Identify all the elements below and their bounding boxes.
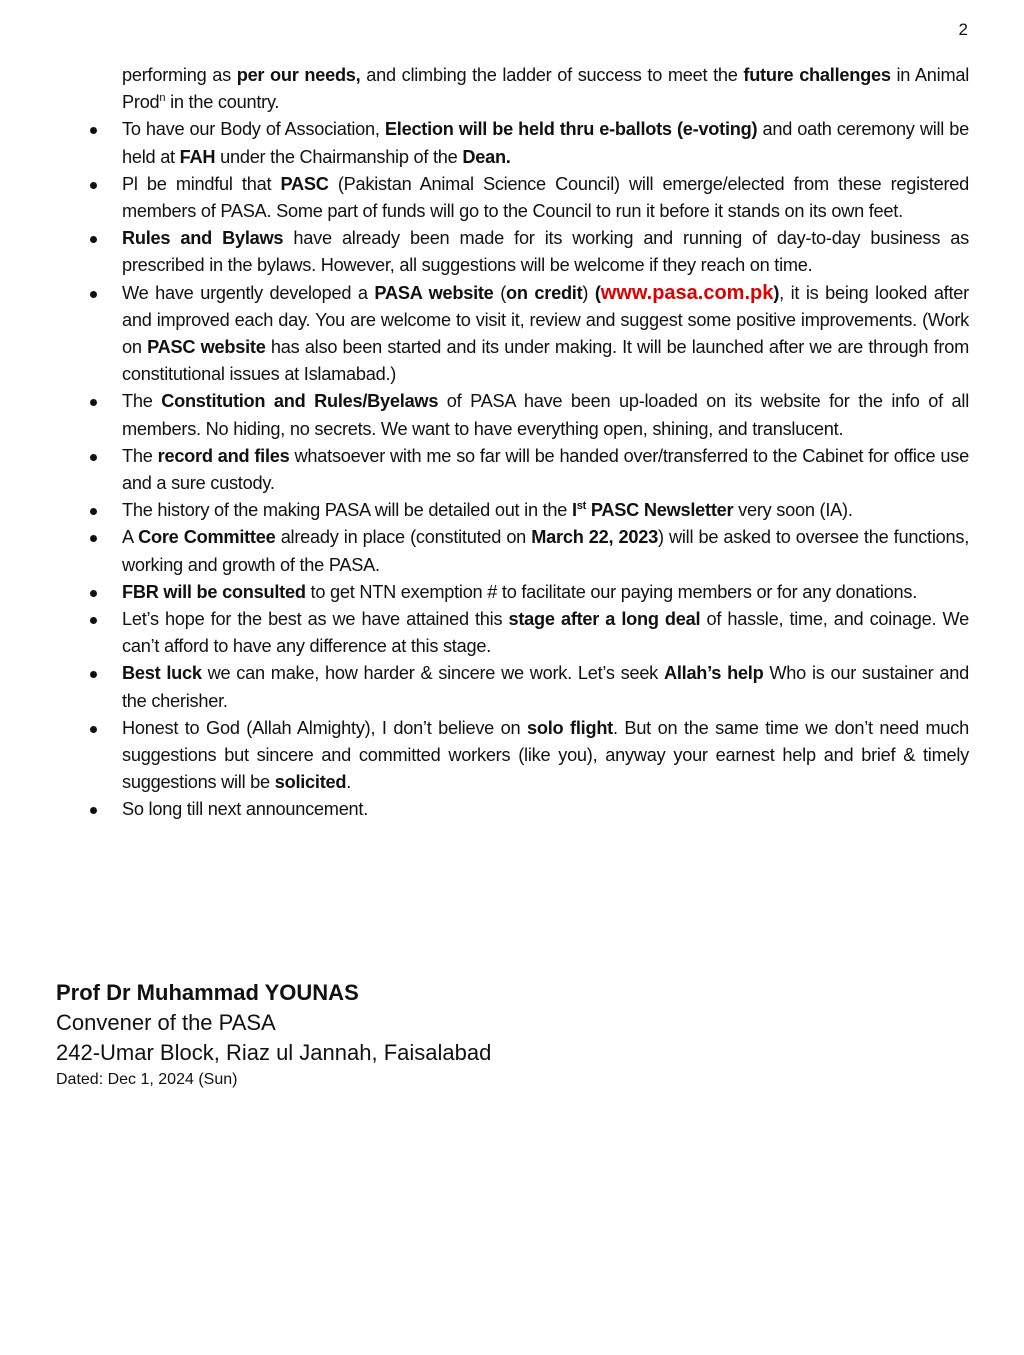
bold-text: future challenges <box>743 65 891 85</box>
text: A <box>122 527 139 548</box>
bullet-icon <box>90 726 97 733</box>
bullet-icon <box>90 127 97 134</box>
list-item-continuation <box>88 62 969 116</box>
bold-text: PASC <box>280 173 329 194</box>
bold-text: PASC Newsletter <box>586 500 734 521</box>
bold-text: ( <box>594 282 601 303</box>
text: (Pakistan Animal Science Council) will emerge/elected from these registered members of PASA. Some part of funds will go to the Council to run it before it stands on its own feet. <box>122 173 969 222</box>
bold-text: record and files <box>157 445 290 466</box>
text: Let’s hope for the best as we have attained this <box>122 609 509 630</box>
page-number: 2 <box>958 20 968 39</box>
list-item <box>88 116 969 170</box>
bold-text: ) <box>773 282 780 303</box>
superscript: st <box>576 500 587 513</box>
list-item <box>88 280 969 389</box>
list-item <box>88 497 969 524</box>
text: in the country. <box>165 92 280 113</box>
text: has also been started and its under making. It will be launched after we are through from constitutional issues at Islamabad.) <box>122 337 969 385</box>
list-item <box>88 715 969 797</box>
text: in Animal Prod <box>122 65 969 113</box>
text: ) <box>582 282 595 303</box>
bullet-icon <box>90 454 97 461</box>
bold-text: stage after a long deal <box>508 609 701 630</box>
bold-text: Dean. <box>462 146 511 167</box>
text: already in place (constituted on <box>275 527 532 548</box>
text: of hassle, time, and coinage. We can’t afford to have any difference at this stage. <box>122 609 969 657</box>
text: ) will be asked to oversee the functions, working and growth of the PASA. <box>122 527 970 575</box>
bold-text: Constitution and Rules/Byelaws <box>161 391 439 412</box>
list-item <box>88 443 969 497</box>
list-item <box>88 796 969 823</box>
signature-block <box>56 978 491 1092</box>
bullet-icon <box>90 671 97 678</box>
bold-text: March 22, 2023 <box>531 527 658 548</box>
bullet-icon <box>90 182 97 189</box>
superscript: n <box>159 92 166 105</box>
bullet-icon <box>90 508 97 515</box>
text: To have our Body of Association, <box>122 119 385 140</box>
text: of PASA have been up-loaded on its website for the info of all members. No hiding, no secrets. We want to have everything open, shining, and translucent. <box>122 391 969 439</box>
bold-text: on credit <box>506 282 583 303</box>
text: have already been made for its working and running of day-to-day business as prescribed in the bylaws. However, all suggestions will be welcome if they reach on time. <box>122 228 969 276</box>
text: The history of the making PASA will be detailed out in the <box>122 500 572 521</box>
text: we can make, how harder & sincere we work. Let’s seek <box>201 663 664 684</box>
signatory-address: 242-Umar Block, Riaz ul Jannah, Faisalabad <box>56 1040 492 1065</box>
announcement-list <box>88 62 969 824</box>
bold-text: solo flight <box>527 717 613 738</box>
text: to get NTN exemption # to facilitate our paying members or for any donations. <box>305 581 918 602</box>
bullet-icon <box>90 590 97 597</box>
bold-text: FBR will be consulted <box>122 581 306 602</box>
list-item <box>88 388 969 442</box>
bold-text: PASA website <box>374 282 494 303</box>
bold-text: per our needs, <box>236 65 361 85</box>
bold-text: Election will be held thru e-ballots (e-voting) <box>384 119 758 140</box>
bullet-icon <box>90 617 97 624</box>
bullet-icon <box>90 535 97 542</box>
list-item <box>88 171 969 225</box>
list-item <box>88 225 969 279</box>
signature-date: Dated: Dec 1, 2024 (Sun) <box>56 1071 238 1088</box>
text: We have urgently developed a <box>122 282 375 303</box>
text: , it is being looked after and improved each day. You are welcome to visit it, review and suggest some positive improvements. (Work on <box>122 282 969 358</box>
text: Who is our sustainer and the cherisher. <box>122 663 969 711</box>
list-item <box>88 606 969 660</box>
text: The <box>122 445 158 466</box>
text: Pl be mindful that <box>122 173 281 194</box>
text: . But on the same time we don’t need much suggestions but sincere and committed workers (like you), anyway your earnest help and brief & timely suggestions will be <box>122 717 969 793</box>
signatory-name: Prof Dr Muhammad YOUNAS <box>56 980 359 1005</box>
bold-text: Allah’s help <box>663 663 764 684</box>
list-item <box>88 579 969 606</box>
text: and climbing the ladder of success to meet the <box>360 65 744 85</box>
bullet-icon <box>90 291 97 298</box>
bold-text: PASC website <box>147 337 266 358</box>
bold-text: Rules and Bylaws <box>122 228 284 249</box>
bold-text: Core Committee <box>138 527 276 548</box>
signatory-title: Convener of the PASA <box>56 1010 276 1035</box>
text: The <box>122 391 162 412</box>
text: So long till next announcement. <box>122 799 369 820</box>
list-item <box>88 524 969 578</box>
bold-text: solicited <box>274 772 347 793</box>
bold-text: I <box>571 500 577 521</box>
bullet-icon <box>90 399 97 406</box>
text: and oath ceremony will be held at <box>122 119 969 167</box>
list-item <box>88 660 969 714</box>
text: performing as <box>122 65 237 85</box>
text: Honest to God (Allah Almighty), I don’t believe on <box>122 717 528 738</box>
text: whatsoever with me so far will be handed over/transferred to the Cabinet for office use and a sure custody. <box>122 445 969 494</box>
text: ( <box>493 282 507 303</box>
text: under the Chairmanship of the <box>215 146 463 167</box>
pasa-website-link[interactable]: www.pasa.com.pk <box>600 281 774 304</box>
bullet-icon <box>90 807 97 814</box>
bold-text: FAH <box>179 146 216 167</box>
text: very soon (IA). <box>733 500 853 521</box>
text: . <box>346 772 352 793</box>
bold-text: Best luck <box>122 663 202 684</box>
bullet-icon <box>90 236 97 243</box>
